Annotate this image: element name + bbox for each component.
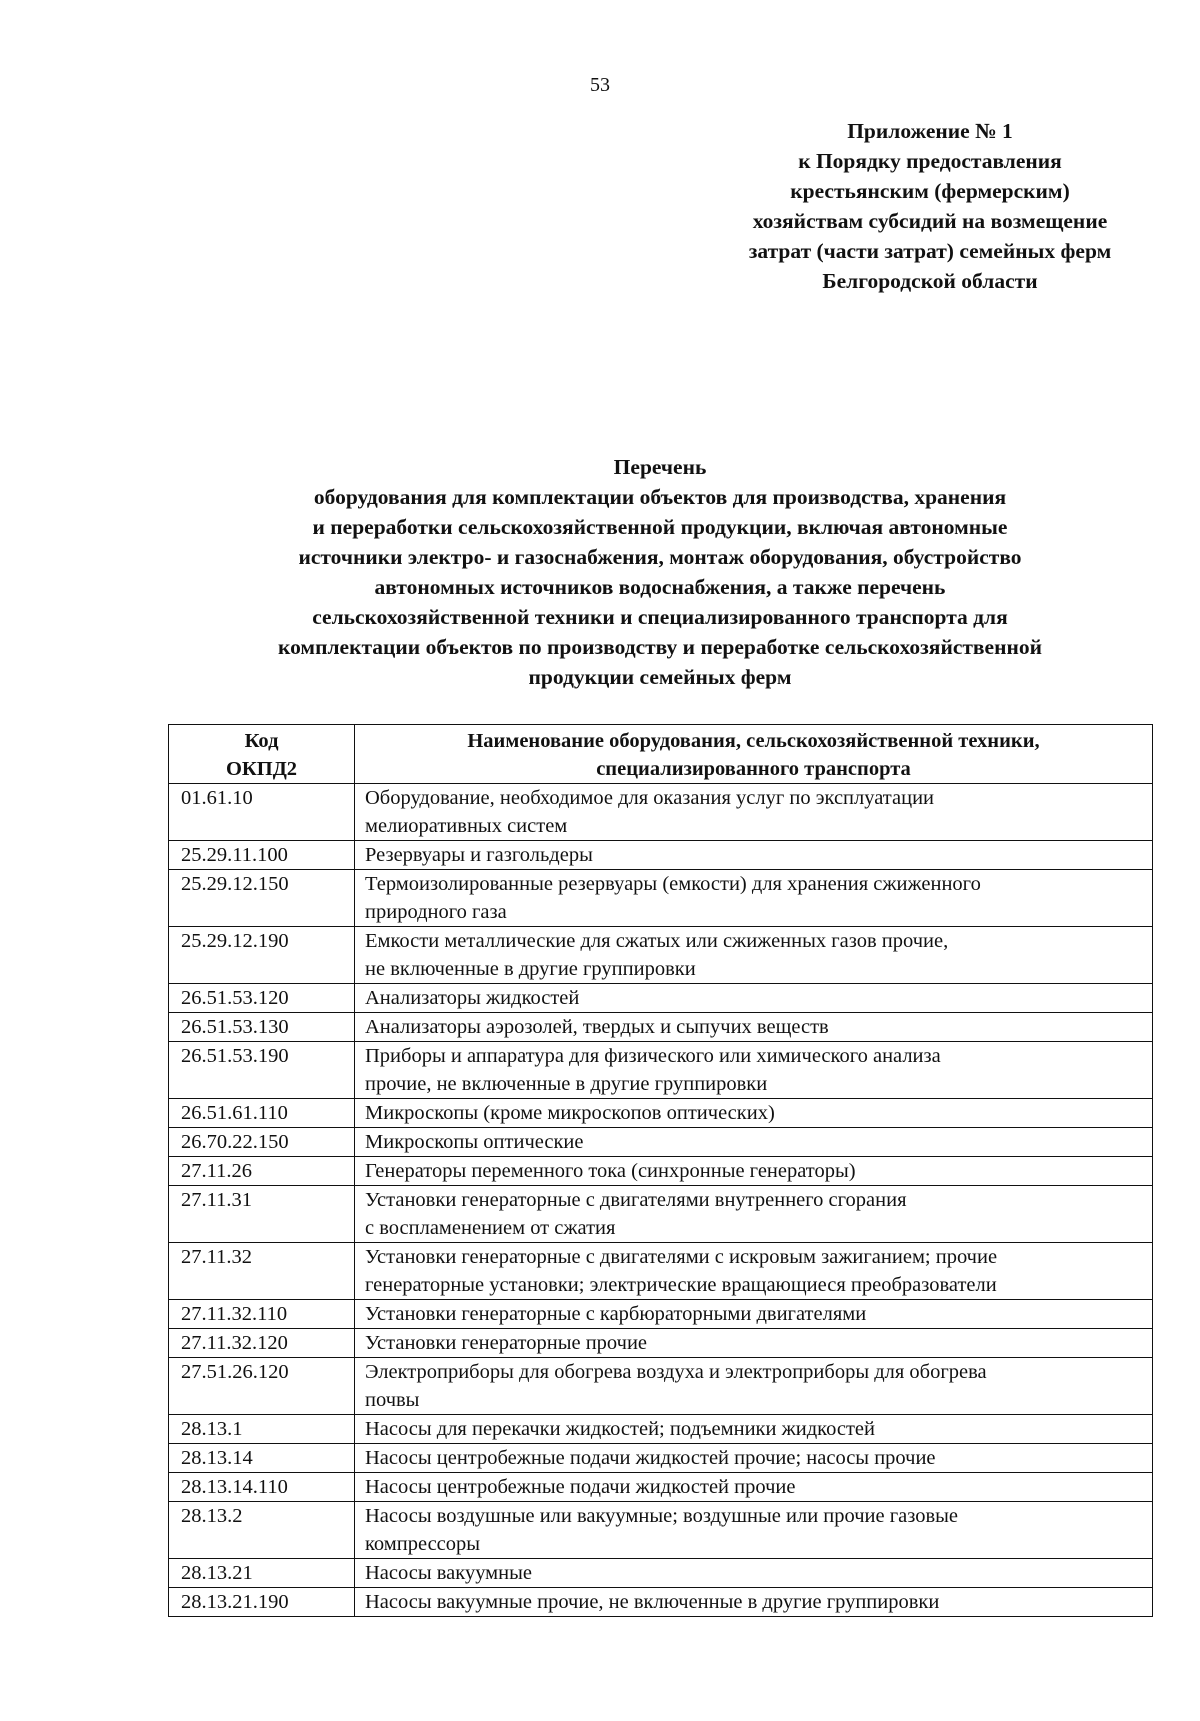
table-row bbox=[169, 1042, 1153, 1099]
table-row bbox=[169, 1415, 1153, 1444]
appendix-line: Приложение № 1 bbox=[847, 119, 1013, 143]
item-name-line: прочие, не включенные в другие группировки bbox=[365, 1073, 768, 1095]
okpd2-code-cell: 27.11.26 bbox=[169, 1157, 355, 1186]
item-name-cell bbox=[355, 1243, 1153, 1300]
title-line: продукции семейных ферм bbox=[528, 665, 792, 689]
appendix-line: Белгородской области bbox=[822, 269, 1038, 293]
okpd2-code-cell: 26.51.53.120 bbox=[169, 984, 355, 1013]
item-name-cell bbox=[355, 1042, 1153, 1099]
item-name-cell bbox=[355, 1358, 1153, 1415]
item-name-cell bbox=[355, 1300, 1153, 1329]
okpd2-code-cell: 28.13.2 bbox=[169, 1502, 355, 1559]
appendix-line: к Порядку предоставления bbox=[798, 149, 1062, 173]
okpd2-code-cell: 27.11.32 bbox=[169, 1243, 355, 1300]
item-name-line: Микроскопы оптические bbox=[365, 1131, 584, 1153]
item-name-cell bbox=[355, 927, 1153, 984]
code-header-line: ОКПД2 bbox=[225, 758, 298, 780]
table-row bbox=[169, 784, 1153, 841]
equipment-table bbox=[168, 724, 1153, 1617]
item-name-cell bbox=[355, 841, 1153, 870]
table-row bbox=[169, 1243, 1153, 1300]
okpd2-code-cell: 27.11.31 bbox=[169, 1186, 355, 1243]
item-name-line: Приборы и аппаратура для физического или химического анализа bbox=[365, 1045, 941, 1067]
item-name-cell bbox=[355, 1473, 1153, 1502]
item-name-line: Емкости металлические для сжатых или сжиженных газов прочие, bbox=[365, 930, 949, 952]
item-name-cell bbox=[355, 1157, 1153, 1186]
title-heading: Перечень bbox=[613, 455, 707, 479]
name-header-line: Наименование оборудования, сельскохозяйственной техники, bbox=[467, 730, 1040, 752]
okpd2-code-cell: 25.29.12.190 bbox=[169, 927, 355, 984]
item-name-line: Установки генераторные с двигателями внутреннего сгорания bbox=[365, 1189, 907, 1211]
item-name-line: Электроприборы для обогрева воздуха и электроприборы для обогрева bbox=[365, 1361, 987, 1383]
item-name-cell bbox=[355, 1559, 1153, 1588]
item-name-line: Насосы центробежные подачи жидкостей прочие bbox=[365, 1476, 796, 1498]
name-header-line: специализированного транспорта bbox=[596, 758, 911, 780]
title-line: источники электро- и газоснабжения, монтаж оборудования, обустройство bbox=[298, 545, 1022, 569]
table-row bbox=[169, 1588, 1153, 1617]
item-name-cell bbox=[355, 784, 1153, 841]
item-name-line: с воспламенением от сжатия bbox=[365, 1217, 616, 1239]
item-name-line: Насосы вакуумные прочие, не включенные в другие группировки bbox=[365, 1591, 940, 1613]
item-name-cell bbox=[355, 1329, 1153, 1358]
item-name-line: Установки генераторные с карбюраторными двигателями bbox=[365, 1303, 867, 1325]
item-name-cell bbox=[355, 1099, 1153, 1128]
item-name-cell bbox=[355, 1502, 1153, 1559]
okpd2-code-cell: 28.13.1 bbox=[169, 1415, 355, 1444]
table-row bbox=[169, 1099, 1153, 1128]
table-header-row bbox=[169, 725, 1153, 784]
table-row bbox=[169, 1329, 1153, 1358]
okpd2-code-cell: 25.29.12.150 bbox=[169, 870, 355, 927]
okpd2-code-cell: 28.13.14.110 bbox=[169, 1473, 355, 1502]
item-name-line: компрессоры bbox=[365, 1533, 481, 1555]
item-name-cell bbox=[355, 1186, 1153, 1243]
table-row bbox=[169, 870, 1153, 927]
item-name-line: Генераторы переменного тока (синхронные генераторы) bbox=[365, 1160, 856, 1182]
table-row bbox=[169, 1502, 1153, 1559]
okpd2-code-cell: 27.11.32.110 bbox=[169, 1300, 355, 1329]
item-name-line: Насосы вакуумные bbox=[365, 1562, 532, 1584]
table-row bbox=[169, 841, 1153, 870]
item-name-line: не включенные в другие группировки bbox=[365, 958, 696, 980]
table-row bbox=[169, 1473, 1153, 1502]
item-name-cell bbox=[355, 870, 1153, 927]
okpd2-code-cell: 26.51.53.130 bbox=[169, 1013, 355, 1042]
okpd2-code-cell: 26.51.53.190 bbox=[169, 1042, 355, 1099]
table-row bbox=[169, 927, 1153, 984]
item-name-line: Резервуары и газгольдеры bbox=[365, 844, 593, 866]
item-name-cell bbox=[355, 1128, 1153, 1157]
title-line: сельскохозяйственной техники и специализированного транспорта для bbox=[312, 605, 1008, 629]
item-name-cell bbox=[355, 1444, 1153, 1473]
appendix-line: хозяйствам субсидий на возмещение bbox=[752, 209, 1108, 233]
page-number: 53 bbox=[590, 74, 610, 96]
okpd2-code-cell: 27.11.32.120 bbox=[169, 1329, 355, 1358]
item-name-line: Насосы для перекачки жидкостей; подъемники жидкостей bbox=[365, 1418, 875, 1440]
table-row bbox=[169, 1186, 1153, 1243]
item-name-line: Насосы центробежные подачи жидкостей прочие; насосы прочие bbox=[365, 1447, 936, 1469]
document-title bbox=[160, 452, 1160, 692]
item-name-cell bbox=[355, 1415, 1153, 1444]
appendix-header bbox=[680, 116, 1180, 296]
name-column-header bbox=[355, 725, 1153, 784]
table-row bbox=[169, 1013, 1153, 1042]
table-row bbox=[169, 1300, 1153, 1329]
okpd2-code-cell: 26.70.22.150 bbox=[169, 1128, 355, 1157]
table-row bbox=[169, 1559, 1153, 1588]
item-name-cell bbox=[355, 1013, 1153, 1042]
title-line: комплектации объектов по производству и переработке сельскохозяйственной bbox=[277, 635, 1043, 659]
item-name-line: Анализаторы жидкостей bbox=[365, 987, 580, 1009]
item-name-line: Анализаторы аэрозолей, твердых и сыпучих веществ bbox=[365, 1016, 829, 1038]
table-row bbox=[169, 1128, 1153, 1157]
code-column-header bbox=[169, 725, 355, 784]
item-name-line: генераторные установки; электрические вращающиеся преобразователи bbox=[365, 1274, 997, 1296]
appendix-line: крестьянским (фермерским) bbox=[790, 179, 1070, 203]
item-name-line: Установки генераторные с двигателями с искровым зажиганием; прочие bbox=[365, 1246, 998, 1268]
table-row bbox=[169, 1157, 1153, 1186]
appendix-line: затрат (части затрат) семейных ферм bbox=[748, 239, 1112, 263]
table-row bbox=[169, 1358, 1153, 1415]
okpd2-code-cell: 27.51.26.120 bbox=[169, 1358, 355, 1415]
item-name-line: Оборудование, необходимое для оказания услуг по эксплуатации bbox=[365, 787, 935, 809]
okpd2-code-cell: 01.61.10 bbox=[169, 784, 355, 841]
okpd2-code-cell: 26.51.61.110 bbox=[169, 1099, 355, 1128]
title-line: оборудования для комплектации объектов для производства, хранения bbox=[313, 485, 1007, 509]
item-name-line: Насосы воздушные или вакуумные; воздушные или прочие газовые bbox=[365, 1505, 959, 1527]
code-header-line: Код bbox=[244, 730, 279, 752]
item-name-line: природного газа bbox=[365, 901, 507, 923]
item-name-line: Микроскопы (кроме микроскопов оптических) bbox=[365, 1102, 775, 1124]
item-name-line: мелиоративных систем bbox=[365, 815, 568, 837]
title-line: и переработки сельскохозяйственной продукции, включая автономные bbox=[312, 515, 1008, 539]
item-name-cell bbox=[355, 1588, 1153, 1617]
item-name-line: Термоизолированные резервуары (емкости) для хранения сжиженного bbox=[365, 873, 981, 895]
table-row bbox=[169, 984, 1153, 1013]
table-body bbox=[169, 784, 1153, 1617]
title-line: автономных источников водоснабжения, а также перечень bbox=[374, 575, 946, 599]
okpd2-code-cell: 28.13.21 bbox=[169, 1559, 355, 1588]
okpd2-code-cell: 25.29.11.100 bbox=[169, 841, 355, 870]
okpd2-code-cell: 28.13.21.190 bbox=[169, 1588, 355, 1617]
table-row bbox=[169, 1444, 1153, 1473]
okpd2-code-cell: 28.13.14 bbox=[169, 1444, 355, 1473]
item-name-line: почвы bbox=[365, 1389, 420, 1411]
item-name-cell bbox=[355, 984, 1153, 1013]
item-name-line: Установки генераторные прочие bbox=[365, 1332, 648, 1354]
